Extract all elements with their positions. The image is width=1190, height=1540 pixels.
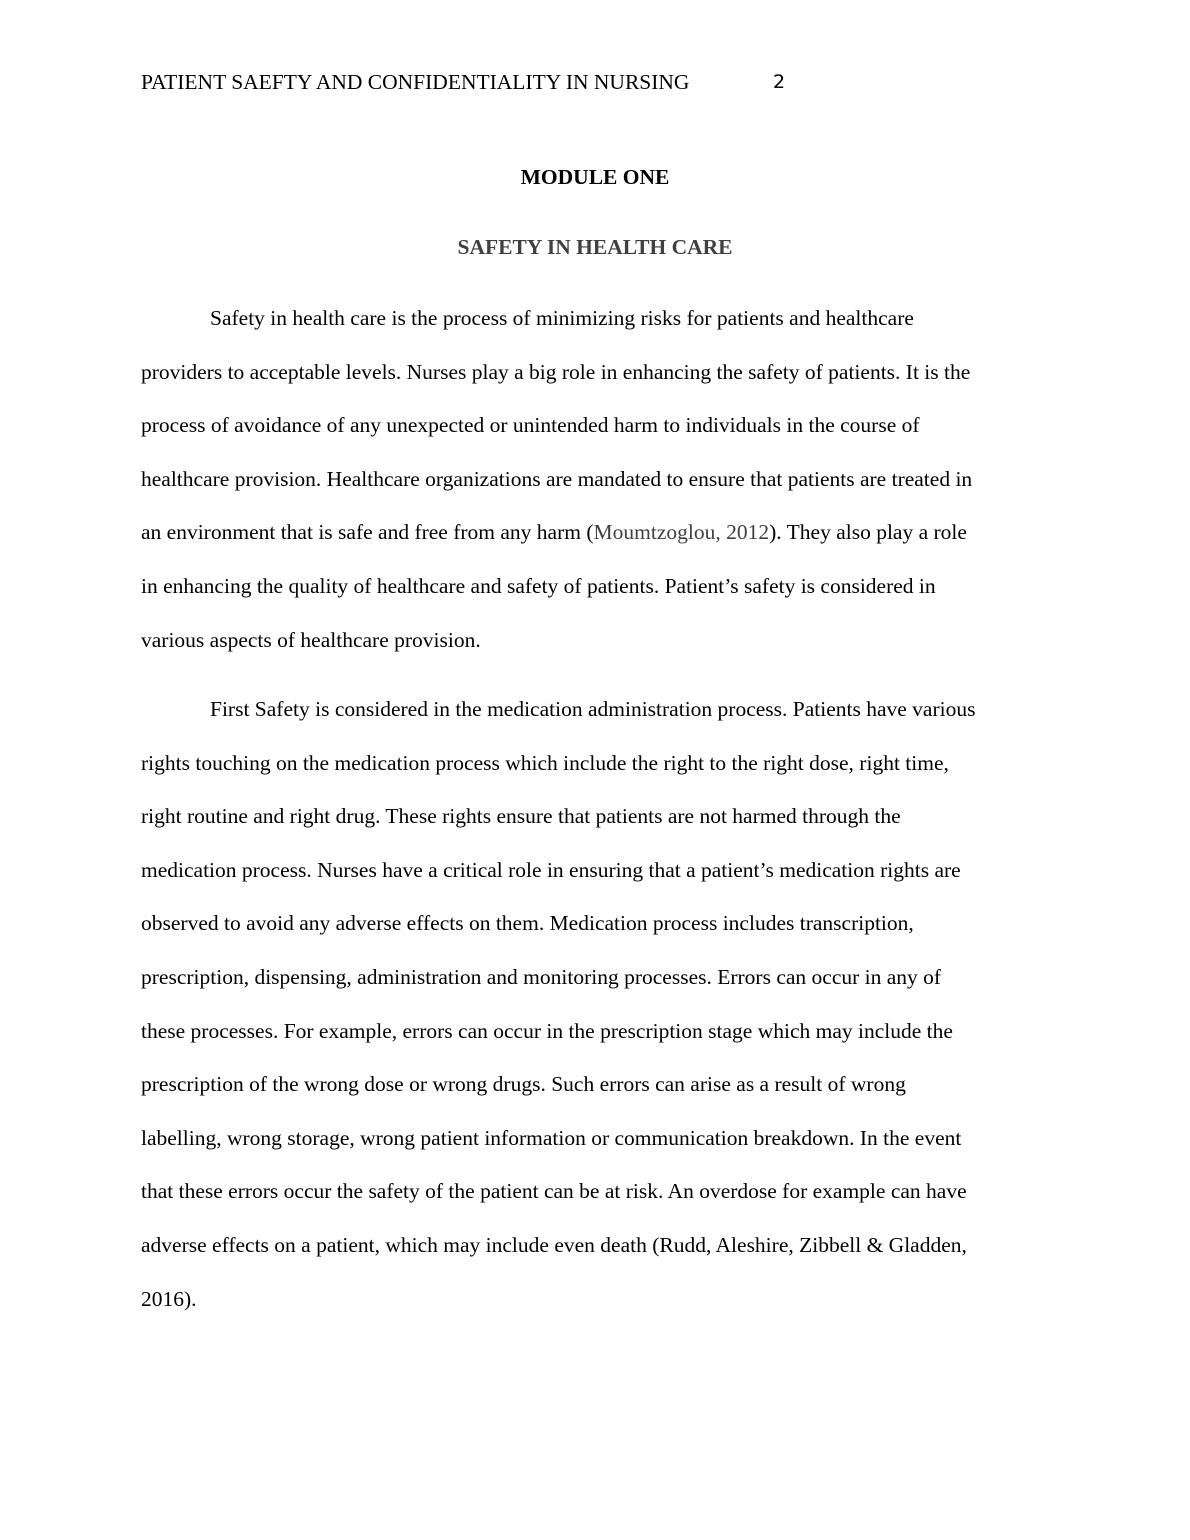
text-line: that these errors occur the safety of the patient can be at risk. An overdose for example can have: [141, 1179, 967, 1204]
text-line: [141, 517, 972, 571]
text-line: 2016).: [141, 1286, 197, 1311]
text-line: various aspects of healthcare provision.: [141, 627, 481, 652]
text-line: prescription, dispensing, administration and monitoring processes. Errors can occur in any of: [141, 964, 942, 989]
text-line: prescription of the wrong dose or wrong drugs. Such errors can arise as a result of wrong: [141, 1072, 906, 1097]
section-heading: SAFETY IN HEALTH CARE: [457, 235, 733, 259]
text-line: healthcare provision. Healthcare organizations are mandated to ensure that patients are treated in: [141, 466, 973, 491]
citation: Moumtzoglou, 2012: [593, 520, 770, 545]
text-line: medication process. Nurses have a critical role in ensuring that a patient’s medication rights are: [141, 857, 961, 882]
text-line: process of avoidance of any unexpected or unintended harm to individuals in the course of: [141, 413, 920, 438]
text-line: rights touching on the medication process which include the right to the right dose, right time,: [141, 750, 949, 775]
text-line: providers to acceptable levels. Nurses play a big role in enhancing the safety of patients. It is the: [141, 359, 971, 384]
text-line: Safety in health care is the process of minimizing risks for patients and healthcare: [210, 306, 914, 330]
page-number: 2: [773, 71, 786, 93]
text-line: right routine and right drug. These rights ensure that patients are not harmed through the: [141, 804, 901, 829]
text-line: these processes. For example, errors can occur in the prescription stage which may include the: [141, 1018, 953, 1043]
paragraph-2: [141, 694, 975, 1337]
text-segment: ). They also play a role: [769, 520, 967, 545]
text-line: adverse effects on a patient, which may include even death (Rudd, Aleshire, Zibbell & Gladden,: [141, 1232, 967, 1257]
text-line: labelling, wrong storage, wrong patient information or communication breakdown. In the event: [141, 1125, 962, 1150]
module-heading: MODULE ONE: [520, 165, 670, 189]
text-segment: an environment that is safe and free from any harm (: [141, 520, 594, 545]
running-head: PATIENT SAEFTY AND CONFIDENTIALITY IN NURSING: [141, 70, 690, 94]
text-line: First Safety is considered in the medication administration process. Patients have various: [210, 697, 976, 721]
text-line: observed to avoid any adverse effects on them. Medication process includes transcription,: [141, 911, 914, 936]
text-line: in enhancing the quality of healthcare and safety of patients. Patient’s safety is considered in: [141, 573, 936, 598]
paragraph-1: [141, 303, 972, 678]
